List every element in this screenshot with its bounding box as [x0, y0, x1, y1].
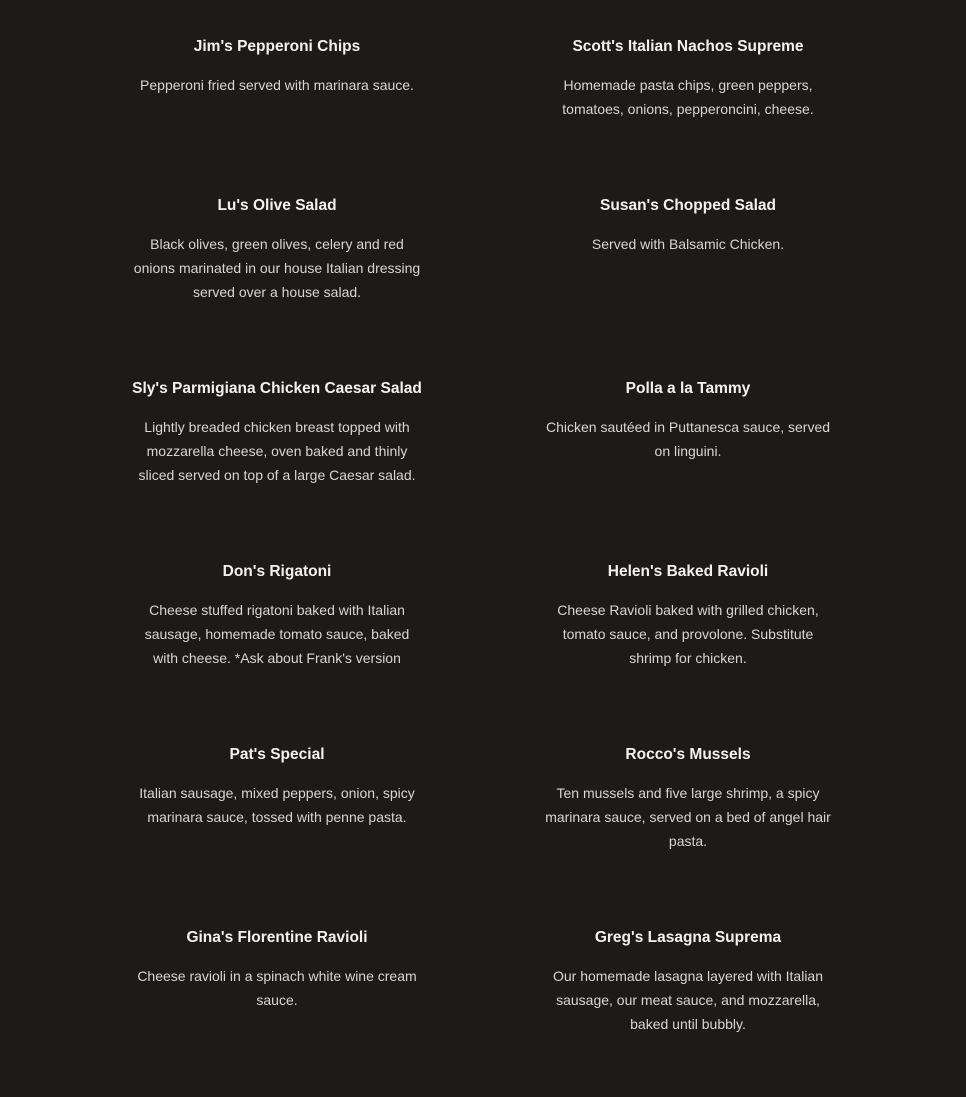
menu-item-description: Italian sausage, mixed peppers, onion, spicy marinara sauce, tossed with penne pasta.	[139, 785, 415, 825]
menu-item-title: Lu's Olive Salad	[217, 197, 337, 214]
menu-row	[0, 352, 966, 512]
menu-item	[127, 718, 427, 829]
menu-item-description: Ten mussels and five large shrimp, a spicy marinara sauce, served on a bed of angel hair pasta.	[545, 785, 831, 849]
menu-item	[127, 169, 427, 304]
menu-item-title: Rocco's Mussels	[625, 746, 751, 763]
menu-row	[0, 901, 966, 1061]
menu-item-description: Our homemade lasagna layered with Italian sausage, our meat sauce, and mozzarella, baked until bubbly.	[552, 968, 824, 1032]
menu-item-title: Jim's Pepperoni Chips	[193, 38, 361, 55]
menu-row	[0, 535, 966, 695]
menu-item	[538, 535, 838, 670]
menu-row	[0, 169, 966, 329]
menu-item-description: Served with Balsamic Chicken.	[591, 236, 785, 252]
menu-item-description: Cheese stuffed rigatoni baked with Italian sausage, homemade tomato sauce, baked with cheese. *Ask about Frank's version	[144, 602, 410, 666]
menu-item-description: Cheese Ravioli baked with grilled chicken, tomato sauce, and provolone. Substitute shrimp for chicken.	[557, 602, 819, 666]
menu-item	[538, 169, 838, 256]
menu-item-description: Pepperoni fried served with marinara sauce.	[140, 77, 414, 93]
menu-item	[127, 352, 427, 487]
menu-item	[127, 535, 427, 670]
menu-item-description: Lightly breaded chicken breast topped with mozzarella cheese, oven baked and thinly sliced served on top of a large Caesar salad.	[138, 419, 416, 483]
menu-item-description: Cheese ravioli in a spinach white wine cream sauce.	[137, 968, 417, 1008]
menu-item	[538, 718, 838, 853]
menu-item-title: Pat's Special	[229, 746, 325, 763]
menu-item-description: Chicken sautéed in Puttanesca sauce, served on linguini.	[545, 419, 831, 459]
menu-item	[538, 901, 838, 1036]
menu-item-title: Gina's Florentine Ravioli	[186, 929, 368, 946]
menu-item-title: Greg's Lasagna Suprema	[594, 929, 782, 946]
menu-item-title: Helen's Baked Ravioli	[607, 563, 769, 580]
menu-item-description: Black olives, green olives, celery and red onions marinated in our house Italian dressing served over a house salad.	[133, 236, 421, 300]
menu-item-title: Don's Rigatoni	[222, 563, 332, 580]
menu-item-description: Homemade pasta chips, green peppers, tomatoes, onions, pepperoncini, cheese.	[562, 77, 814, 117]
menu-item	[127, 901, 427, 1012]
menu-item-title: Scott's Italian Nachos Supreme	[572, 38, 804, 55]
menu-item	[538, 10, 838, 121]
menu-item	[127, 10, 427, 97]
menu-row	[0, 10, 966, 170]
menu-item-title: Sly's Parmigiana Chicken Caesar Salad	[132, 380, 422, 397]
menu-item	[538, 352, 838, 463]
menu-item-title: Susan's Chopped Salad	[600, 197, 776, 214]
menu-item-title: Polla a la Tammy	[625, 380, 751, 397]
menu-row	[0, 718, 966, 878]
